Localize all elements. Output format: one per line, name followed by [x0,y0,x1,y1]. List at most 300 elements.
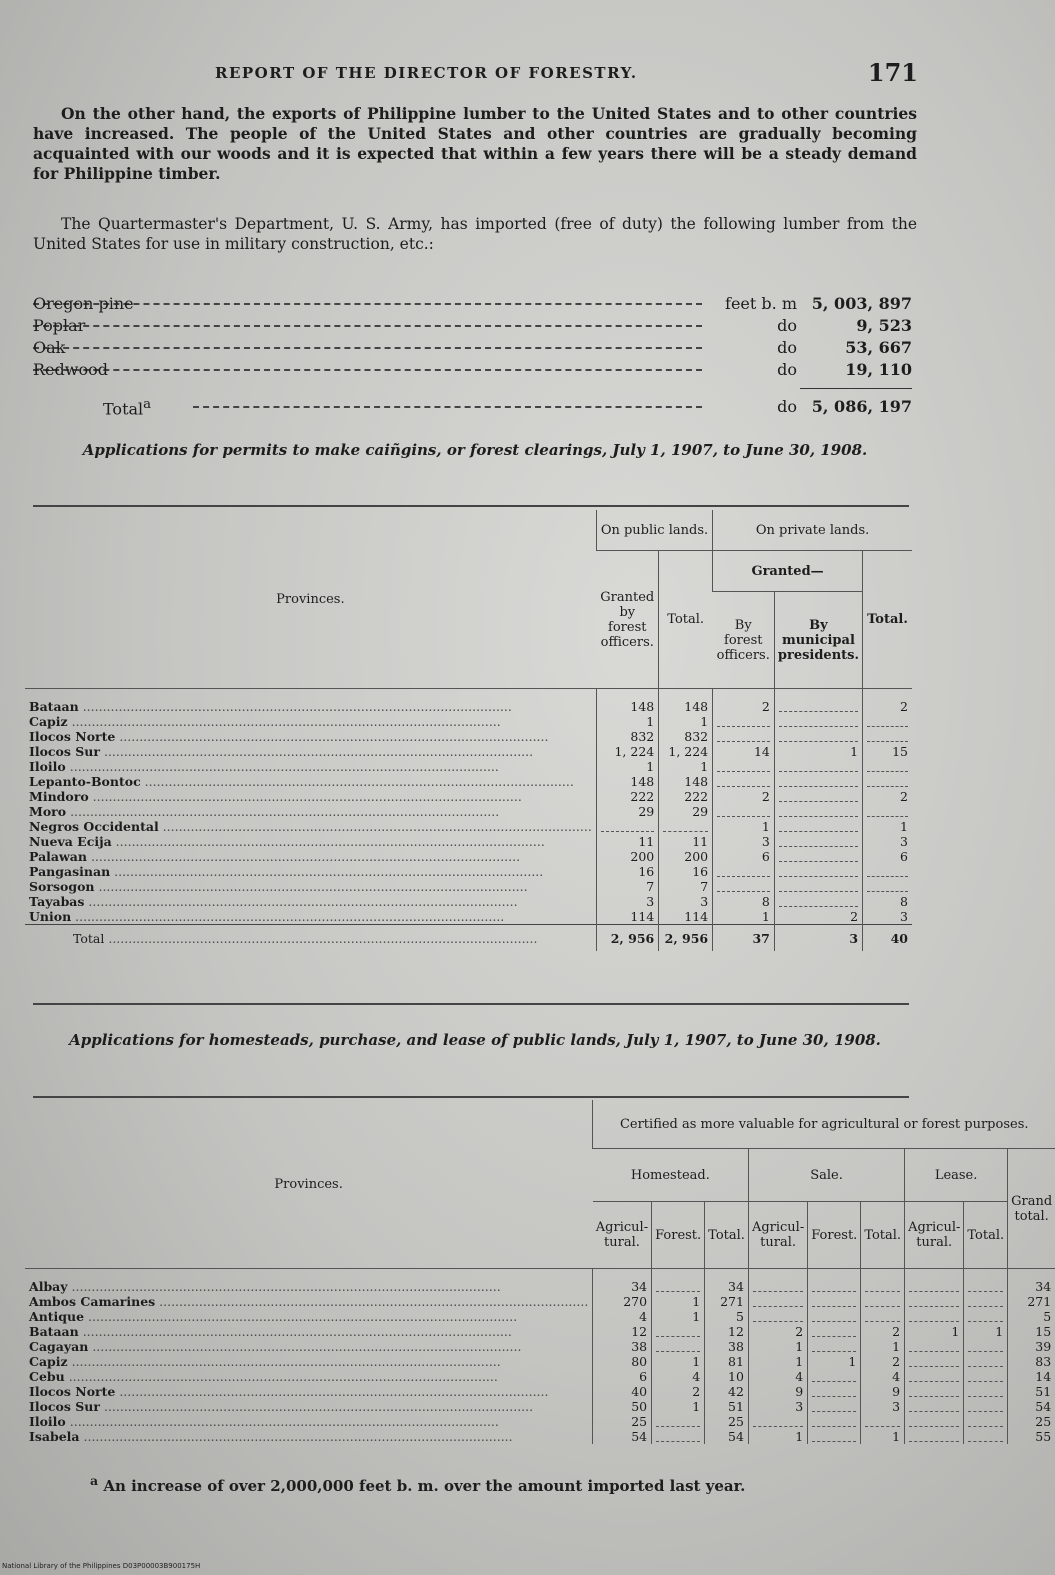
col-private-lands: On private lands. [713,510,912,551]
cell-total: 222 [659,789,713,804]
table-row [25,1294,1055,1309]
cell-h-fo: 2 [652,1384,705,1399]
cell-total: 3 [659,894,713,909]
cell-h-fo: 1 [652,1354,705,1369]
table-row [25,1399,1055,1414]
province-name: Albay ..... [25,1279,593,1294]
empty-leader [909,1358,959,1367]
table-row [25,774,912,789]
empty-leader [867,883,908,892]
cell-s-fo [808,1324,861,1339]
lumber-unit: feet b. m [725,294,797,313]
cell-by-muni [774,729,862,744]
cell-granted: 11 [596,834,658,849]
cell-total: 1, 224 [659,744,713,759]
cell-s-fo [808,1294,861,1309]
lumber-name: Poplar [33,316,86,335]
col-by-municipal-presidents: By municipal presidents. [774,592,862,689]
province-name: Tayabas ..... [25,894,596,909]
cell-h-fo: 1 [652,1309,705,1324]
cell-s-ag: 1 [748,1429,807,1444]
spacer-cell [748,1269,807,1280]
hcol-homestead-agricultural: Agricul- tural. [593,1202,652,1269]
cell-h-ag: 80 [593,1354,652,1369]
lumber-value: 9, 523 [856,316,912,335]
leader-dots [33,325,702,327]
empty-leader [968,1358,1003,1367]
hcol-sale: Sale. [748,1149,904,1202]
cell-l-to [964,1399,1008,1414]
empty-leader [812,1433,856,1442]
cell-l-to: 1 [964,1324,1008,1339]
cell-h-ag: 50 [593,1399,652,1414]
table-row [25,744,912,759]
empty-leader [717,868,770,877]
empty-leader [968,1343,1003,1352]
hcol-homestead-total: Total. [705,1202,749,1269]
empty-leader [909,1388,959,1397]
cell-l-to [964,1294,1008,1309]
cell-ptotal: 15 [863,744,912,759]
cell-total [659,819,713,834]
cell-l-ag [905,1369,964,1384]
cell-h-ag: 34 [593,1279,652,1294]
col-granted: Granted— [713,551,863,592]
empty-leader [779,823,858,832]
cell-h-ag: 4 [593,1309,652,1324]
cell-s-ag: 1 [748,1354,807,1369]
cell-s-ag: 3 [748,1399,807,1414]
running-title: REPORT OF THE DIRECTOR OF FORESTRY. [215,64,638,82]
sum-rule [800,388,912,389]
cell-s-fo [808,1309,861,1324]
cell-s-ag: 1 [748,1339,807,1354]
cell-granted: 114 [596,909,658,925]
province-name: Ilocos Sur ..... [25,744,596,759]
empty-leader [909,1298,959,1307]
cell-s-ag [748,1414,807,1429]
page-number: 171 [867,58,918,87]
lumber-unit: do [777,316,797,335]
cell-s-fo [808,1339,861,1354]
table-row [25,1429,1055,1444]
cell-by-muni [774,759,862,774]
spacer-cell [652,1269,705,1280]
province-name: Mindoro ..... [25,789,596,804]
cell-s-ag: 9 [748,1384,807,1399]
cell-ptotal: 1 [863,819,912,834]
hcol-lease: Lease. [905,1149,1008,1202]
cell-by-forest: 1 [713,909,775,925]
cell-granted: 148 [596,699,658,714]
cell-ptotal [863,729,912,744]
cell-s-ag: 4 [748,1369,807,1384]
province-name: Capiz ..... [25,1354,593,1369]
cell-ptotal [863,774,912,789]
province-name: Sorsogon ..... [25,879,596,894]
total-total: 2, 956 [659,925,713,952]
table-row [25,834,912,849]
footnote [90,1473,745,1495]
cell-ptotal: 2 [863,699,912,714]
cell-by-muni [774,849,862,864]
empty-leader [601,823,654,832]
empty-leader [663,823,708,832]
col-by-forest-officers: By forest officers. [713,592,775,689]
empty-leader [968,1313,1003,1322]
province-name: Palawan ..... [25,849,596,864]
province-name: Cebu ..... [25,1369,593,1384]
table-row [25,819,912,834]
cell-by-muni [774,894,862,909]
province-name: Bataan ..... [25,699,596,714]
cell-l-to [964,1279,1008,1294]
cell-l-to [964,1354,1008,1369]
empty-leader [779,763,858,772]
total-by-forest: 37 [713,925,775,952]
cell-by-muni [774,819,862,834]
cell-ptotal: 3 [863,909,912,925]
hcol-lease-total: Total. [964,1202,1008,1269]
cell-grand: 5 [1008,1309,1055,1324]
empty-leader [968,1283,1003,1292]
empty-leader [717,733,770,742]
cell-h-to: 10 [705,1369,749,1384]
lumber-name: Oak [33,338,66,357]
cell-l-ag [905,1399,964,1414]
cell-ptotal [863,759,912,774]
cell-s-to [861,1309,905,1324]
cell-ptotal: 8 [863,894,912,909]
cell-grand: 14 [1008,1369,1055,1384]
cell-s-ag [748,1279,807,1294]
cell-total: 114 [659,909,713,925]
lumber-unit: do [777,338,797,357]
empty-leader [812,1298,856,1307]
province-name: Ilocos Norte ..... [25,1384,593,1399]
cell-s-ag [748,1294,807,1309]
cell-total: 832 [659,729,713,744]
cell-by-muni [774,804,862,819]
cell-ptotal [863,864,912,879]
table-top-rule [33,505,909,507]
cell-s-to: 3 [861,1399,905,1414]
cell-by-forest: 6 [713,849,775,864]
total-row [25,925,912,952]
caingin-table [25,510,912,951]
empty-leader [779,838,858,847]
empty-leader [867,808,908,817]
cell-h-fo [652,1324,705,1339]
cell-grand: 39 [1008,1339,1055,1354]
cell-l-to [964,1369,1008,1384]
hcol-lease-agricultural: Agricul- tural. [905,1202,964,1269]
cell-s-fo: 1 [808,1354,861,1369]
lumber-row [33,338,917,360]
hcol-sale-agricultural: Agricul- tural. [748,1202,807,1269]
cell-s-to [861,1279,905,1294]
cell-h-to: 81 [705,1354,749,1369]
cell-granted: 16 [596,864,658,879]
cell-h-fo: 1 [652,1399,705,1414]
cell-l-ag [905,1309,964,1324]
cell-by-muni: 2 [774,909,862,925]
spacer-cell [808,1269,861,1280]
empty-leader [812,1343,856,1352]
empty-leader [753,1283,803,1292]
cell-total: 1 [659,714,713,729]
table-row [25,714,912,729]
empty-leader [779,853,858,862]
empty-leader [753,1418,803,1427]
empty-leader [865,1298,900,1307]
cell-s-to: 2 [861,1354,905,1369]
province-name: Iloilo ..... [25,759,596,774]
cell-granted: 29 [596,804,658,819]
cell-l-ag [905,1384,964,1399]
spacer-cell [863,689,912,700]
cell-granted: 222 [596,789,658,804]
empty-leader [867,733,908,742]
cell-s-to [861,1414,905,1429]
cell-l-to [964,1429,1008,1444]
cell-by-muni [774,789,862,804]
cell-by-muni [774,699,862,714]
empty-leader [717,808,770,817]
empty-leader [968,1373,1003,1382]
empty-leader [812,1313,856,1322]
province-name: Ilocos Norte ..... [25,729,596,744]
homestead-table [25,1100,1055,1444]
spacer-row [25,1269,1055,1280]
cell-grand: 271 [1008,1294,1055,1309]
empty-leader [812,1373,856,1382]
cell-granted: 7 [596,879,658,894]
cell-h-to: 42 [705,1384,749,1399]
province-name: Ilocos Sur ..... [25,1399,593,1414]
empty-leader [909,1283,959,1292]
cell-by-forest: 3 [713,834,775,849]
col-private-total: Total. [863,551,912,689]
province-name: Isabela ..... [25,1429,593,1444]
province-name: Negros Occidental ..... [25,819,596,834]
cell-grand: 25 [1008,1414,1055,1429]
empty-leader [656,1283,700,1292]
empty-leader [717,883,770,892]
cell-ptotal: 6 [863,849,912,864]
cell-h-to: 5 [705,1309,749,1324]
cell-ptotal [863,804,912,819]
cell-h-fo [652,1279,705,1294]
cell-h-to: 271 [705,1294,749,1309]
cell-total: 148 [659,699,713,714]
cell-by-forest [713,729,775,744]
cell-h-to: 25 [705,1414,749,1429]
empty-leader [867,763,908,772]
cell-by-forest [713,864,775,879]
cell-granted [596,819,658,834]
lumber-total-row [33,397,917,419]
lumber-unit: do [777,360,797,379]
total-ptotal: 40 [863,925,912,952]
cell-s-fo [808,1369,861,1384]
cell-total: 148 [659,774,713,789]
table-row [25,804,912,819]
table-row [25,1339,1055,1354]
paragraph-exports: On the other hand, the exports of Philippine lumber to the United States and to other countries have increased. The people of the United States and other countries are gradually becoming acquainted with our woods and it is expected that within a few years there will be a steady demand for Philippine timber. [33,104,917,183]
spacer-row [25,689,912,700]
province-name: Lepanto-Bontoc ..... [25,774,596,789]
lumber-name: Oregon pine [33,294,134,313]
empty-leader [779,808,858,817]
cell-s-fo [808,1414,861,1429]
scan-credit: National Library of the Philippines D03P00003B900175H [2,1562,201,1570]
cell-s-fo [808,1384,861,1399]
empty-leader [656,1328,700,1337]
cell-ptotal: 2 [863,789,912,804]
cell-s-fo [808,1429,861,1444]
cell-l-ag [905,1294,964,1309]
cell-by-muni [774,774,862,789]
cell-ptotal [863,714,912,729]
lumber-total-value: 5, 086, 197 [811,397,912,416]
table-row [25,909,912,925]
total-label: Total ..... [25,925,596,952]
cell-granted: 1 [596,759,658,774]
cell-l-ag [905,1339,964,1354]
cell-granted: 832 [596,729,658,744]
province-name: Union ..... [25,909,596,925]
caingin-table-caption: Applications for permits to make caiñgins, or forest clearings, July 1, 1907, to June 30, 1908. [82,441,868,459]
empty-leader [867,868,908,877]
table-row [25,1414,1055,1429]
cell-by-muni [774,864,862,879]
table-row [25,699,912,714]
cell-h-to: 34 [705,1279,749,1294]
cell-l-to [964,1309,1008,1324]
hcol-sale-total: Total. [861,1202,905,1269]
empty-leader [717,763,770,772]
spacer-cell [705,1269,749,1280]
cell-by-forest [713,774,775,789]
lumber-value: 5, 003, 897 [811,294,912,313]
lumber-row [33,294,917,316]
cell-total: 16 [659,864,713,879]
province-name: Cagayan ..... [25,1339,593,1354]
leader-dots [193,406,702,408]
cell-by-forest [713,759,775,774]
cell-s-to: 1 [861,1339,905,1354]
lumber-total-footnote-mark: a [143,397,152,412]
hcol-certified: Certified as more valuable for agricultural or forest purposes. [593,1100,1055,1149]
empty-leader [779,703,858,712]
empty-leader [909,1343,959,1352]
empty-leader [867,718,908,727]
hcol-grand-total: Grand total. [1008,1149,1055,1269]
empty-leader [968,1298,1003,1307]
col-provinces: Provinces. [25,510,596,689]
table-row [25,1324,1055,1339]
total-granted: 2, 956 [596,925,658,952]
cell-by-muni [774,714,862,729]
province-name: Pangasinan ..... [25,864,596,879]
cell-l-ag [905,1279,964,1294]
empty-leader [779,793,858,802]
cell-by-forest: 2 [713,699,775,714]
empty-leader [812,1283,856,1292]
empty-leader [779,733,858,742]
cell-h-to: 38 [705,1339,749,1354]
cell-granted: 148 [596,774,658,789]
cell-l-ag: 1 [905,1324,964,1339]
leader-dots [33,369,702,371]
cell-h-ag: 25 [593,1414,652,1429]
cell-h-ag: 40 [593,1384,652,1399]
table-row [25,1369,1055,1384]
cell-s-to: 1 [861,1429,905,1444]
empty-leader [779,883,858,892]
empty-leader [779,868,858,877]
lumber-total-unit: do [777,397,797,416]
cell-h-ag: 54 [593,1429,652,1444]
cell-grand: 54 [1008,1399,1055,1414]
province-name: Iloilo ..... [25,1414,593,1429]
hcol-provinces: Provinces. [25,1100,593,1269]
cell-total: 7 [659,879,713,894]
empty-leader [968,1403,1003,1412]
lumber-total-text: Total [103,399,144,419]
table-row [25,759,912,774]
table-row [25,729,912,744]
empty-leader [909,1403,959,1412]
col-public-lands: On public lands. [596,510,712,551]
lumber-value: 53, 667 [845,338,912,357]
cell-total: 29 [659,804,713,819]
hcol-homestead: Homestead. [593,1149,749,1202]
province-name: Ambos Camarines ..... [25,1294,593,1309]
empty-leader [812,1418,856,1427]
cell-h-ag: 38 [593,1339,652,1354]
empty-leader [968,1388,1003,1397]
cell-s-ag [748,1309,807,1324]
empty-leader [779,898,858,907]
cell-s-to: 4 [861,1369,905,1384]
table-row [25,1279,1055,1294]
empty-leader [812,1403,856,1412]
empty-leader [909,1313,959,1322]
cell-grand: 51 [1008,1384,1055,1399]
cell-by-muni: 1 [774,744,862,759]
footnote-mark: a [90,1473,99,1488]
cell-l-ag [905,1429,964,1444]
cell-h-fo [652,1414,705,1429]
cell-by-forest [713,714,775,729]
empty-leader [717,718,770,727]
cell-l-to [964,1339,1008,1354]
cell-by-forest: 2 [713,789,775,804]
table-row [25,894,912,909]
table-row [25,849,912,864]
cell-grand: 55 [1008,1429,1055,1444]
cell-h-to: 51 [705,1399,749,1414]
cell-total: 1 [659,759,713,774]
empty-leader [865,1313,900,1322]
table-row [25,879,912,894]
spacer-cell [659,689,713,700]
empty-leader [812,1328,856,1337]
homestead-top-rule [33,1096,909,1098]
cell-s-ag: 2 [748,1324,807,1339]
